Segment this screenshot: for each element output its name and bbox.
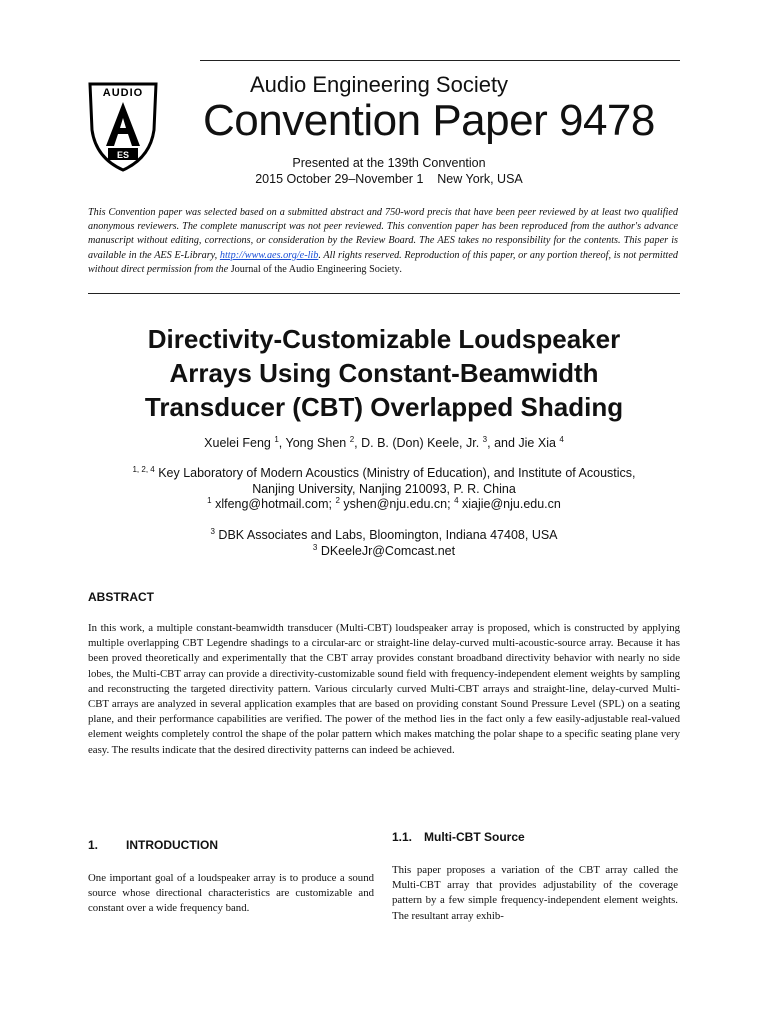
aes-logo [88,72,158,172]
dbk-address: DBK Associates and Labs, Bloomington, Indiana 47408, USA [214,528,558,542]
author-3-sup: 3 [482,434,488,444]
author-1: Xuelei Feng [204,436,275,450]
header-rule [200,60,680,61]
affil-university: Nanjing University, Nanjing 210093, P. R. China [252,481,516,496]
section-1-1-title: Multi-CBT Source [424,830,525,844]
email-4-sup: 4 [454,495,459,505]
notice-rule [88,293,680,294]
author-3: , D. B. (Don) Keele, Jr. [354,436,483,450]
author-1-sup: 1 [274,434,279,444]
notice-end: . [399,263,403,275]
section-1-1-heading [392,830,678,844]
author-list [88,436,680,450]
journal-name: Journal of the Audio Engineering Society [230,263,400,275]
logo-bottom-text: ES [116,150,130,160]
affil-lab: Key Laboratory of Modern Acoustics (Ministry of Education), and Institute of Acoustics, [154,466,636,480]
author-2: , Yong Shen [278,436,350,450]
title-line-1: Directivity-Customizable Loudspeaker [147,324,621,354]
presented-line-2: 2015 October 29–November 1 New York, USA [255,172,523,186]
affil-sup: 1, 2, 4 [132,464,155,474]
author-4-sup: 4 [559,434,564,444]
paper-title [88,322,680,424]
email-2-sup: 2 [335,495,340,505]
abstract-heading: ABSTRACT [88,590,154,604]
affiliation-nanjing [88,466,680,513]
email-4: xiajie@nju.edu.cn [458,497,561,511]
presented-line-1: Presented at the 139th Convention [292,156,486,170]
section-1-number: 1. [88,838,99,852]
convention-label: Convention Paper [203,96,548,145]
author-4: , and Jie Xia [487,436,560,450]
notice-text-cont: . All rights reserved. Reproduction of this paper, or any portion thereof, is not permitted without direct permission from the [88,249,678,275]
email-2: yshen@nju.edu.cn; [339,497,455,511]
section-1-heading [88,838,374,852]
section-1-title: INTRODUCTION [126,838,218,852]
right-column [392,830,678,924]
section-1-body: One important goal of a loudspeaker array is to produce a sound source whose directional characteristics are customizable and constant over a wide frequency band. [88,872,374,915]
email-3: DKeeleJr@Comcast.net [317,543,456,558]
e-library-link[interactable]: http://www.aes.org/e-lib [219,249,319,261]
convention-title [203,96,655,146]
dbk-sup: 3 [210,526,215,536]
title-line-2: Arrays Using Constant-Beamwidth [169,358,599,388]
author-2-sup: 2 [349,434,355,444]
abstract-body: In this work, a multiple constant-beamwidth transducer (Multi-CBT) loudspeaker array is proposed, which is constructed by applying multiple overlapping CBT Legendre shadings to a circular-arc or straight-line delay-curved multi-acoustic-source array. Because it has been proved theoretically and experimentally that the CBT array provides constant broadband directivity behavior with nearly no side lobes, the Multi-CBT array can provide a directivity-customizable sound field with frequency-independent element weights by sampling and reconstructing the targeted directivity pattern. Various circularly curved Multi-CBT arrays and straight-line, delay-curved Multi-CBT arrays are analyzed in several application examples that are based on providing constant Sound Pressure Level (SPL) on a seating plane, and their performance capabilities are verified. The power of the method lies in the fact only a few easily-adjustable real-valued element weights completely control the shape of the polar pattern which makes matching the polar shape to a specific seating plane very easy. The results indicate that the desired directivity patterns can indeed be achieved. [88,622,680,756]
presented-at [200,155,578,187]
review-notice [88,206,678,277]
society-name: Audio Engineering Society [250,72,509,97]
paper-number: 9478 [558,96,655,145]
email-1: xlfeng@hotmail.com; [211,497,336,511]
section-1-1-number: 1.1. [392,830,413,844]
left-column [88,838,374,917]
section-1-1-body: This paper proposes a variation of the CBT array called the Multi-CBT array that provides adjustability of the coverage pattern by a few simple frequency-independent element weights. The resultant array exhib- [392,864,678,922]
notice-text: This Convention paper was selected based on a submitted abstract and 750-word precis that have been peer reviewed by at least two qualified anonymous reviewers. The complete manuscript was not peer reviewed. This convention paper has been reproduced from the author's advance manuscript without editing, corrections, or consideration by the Review Board. The AES takes no responsibility for the contents. This paper is available in the AES E-Library, [88,207,678,261]
logo-top-text: AUDIO [102,87,144,99]
affiliation-dbk [88,528,680,559]
email-3-sup: 3 [312,542,318,552]
email-1-sup: 1 [207,495,212,505]
title-line-3: Transducer (CBT) Overlapped Shading [144,392,624,422]
